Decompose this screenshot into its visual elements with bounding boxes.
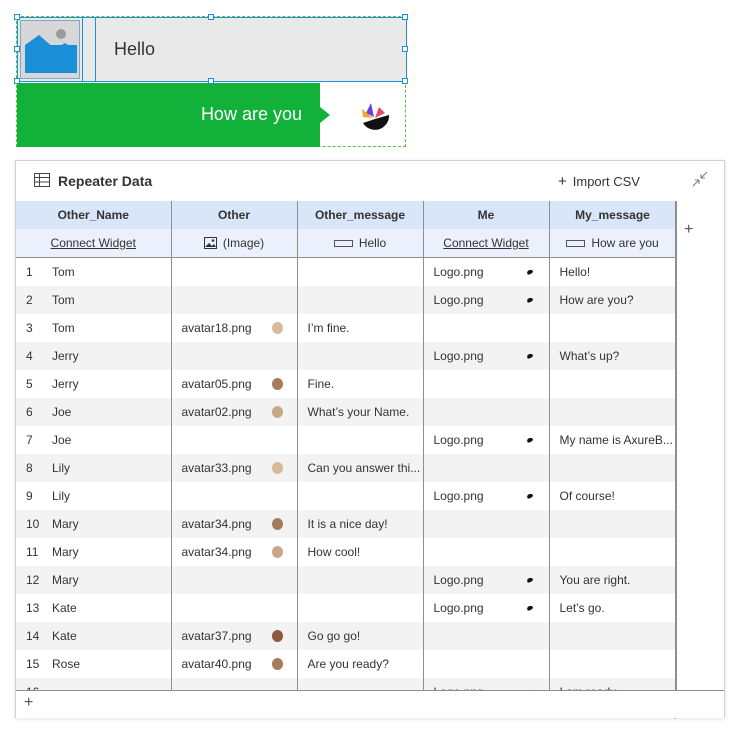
row-number: 2 (26, 293, 33, 307)
cell-me[interactable] (423, 342, 549, 370)
cell-other-message[interactable] (297, 594, 423, 622)
cell-other-message[interactable] (297, 398, 423, 426)
rectangle-icon (566, 240, 585, 247)
cell-me[interactable] (423, 426, 549, 454)
connect-widget-link[interactable]: Connect Widget (50, 236, 136, 250)
repeater-grid (16, 201, 676, 691)
cell-me[interactable] (423, 482, 549, 510)
other-name-value: Mary (52, 545, 79, 559)
row-number: 9 (26, 489, 33, 503)
my-message-value: You are right. (559, 573, 631, 587)
cell-other-message[interactable] (297, 454, 423, 482)
my-message-value: Hello! (559, 265, 591, 279)
other-image-value: avatar05.png (181, 377, 252, 391)
my-message-value: Of course! (559, 489, 615, 503)
me-image-value: Logo.png (433, 489, 484, 503)
cell-me[interactable] (423, 510, 549, 538)
cell-other[interactable] (171, 258, 297, 287)
my-message-value: My name is AxureB... (559, 433, 673, 447)
cell-me[interactable] (423, 258, 549, 287)
resize-handle[interactable] (14, 46, 20, 52)
cell-other-name[interactable] (16, 622, 171, 650)
table-row[interactable] (16, 510, 676, 538)
cell-other-message[interactable] (297, 566, 423, 594)
column-header[interactable]: Me (423, 201, 549, 229)
row-number: 15 (26, 657, 40, 671)
me-image-value: Logo.png (433, 265, 484, 279)
add-column-button[interactable]: + (684, 221, 694, 238)
table-row[interactable] (16, 286, 676, 314)
other-image-value: avatar33.png (181, 461, 252, 475)
other-message-value: I’m fine. (307, 321, 350, 335)
other-name-value: Mary (52, 573, 79, 587)
table-icon (34, 173, 50, 192)
cell-other-name[interactable] (16, 342, 171, 370)
other-message-value: Are you ready? (307, 657, 389, 671)
cell-me[interactable] (423, 566, 549, 594)
row-number: 6 (26, 405, 33, 419)
cell-my-message[interactable] (549, 258, 676, 287)
cell-other[interactable] (171, 566, 297, 594)
cell-other[interactable] (171, 622, 297, 650)
cell-other-name[interactable] (16, 258, 171, 287)
row-number: 7 (26, 433, 33, 447)
cell-my-message[interactable] (549, 482, 676, 510)
me-image-value: Logo.png (433, 573, 484, 587)
column-header[interactable]: My_message (549, 201, 676, 229)
me-image-value: Logo.png (433, 349, 484, 363)
logo-icon (357, 101, 391, 135)
column-divider (675, 201, 676, 719)
other-message-value: How cool! (307, 545, 361, 559)
cell-other-message[interactable] (297, 426, 423, 454)
other-name-value: Joe (52, 433, 72, 447)
row-number: 14 (26, 629, 40, 643)
connect-widget-link[interactable]: Connect Widget (443, 236, 529, 250)
cell-my-message[interactable] (549, 286, 676, 314)
how-are-you-text: How are you (200, 104, 302, 124)
guide-line (95, 18, 96, 82)
other-image-value: avatar37.png (181, 629, 252, 643)
other-name-value: Lily (52, 461, 71, 475)
message-bubble-me[interactable] (17, 83, 320, 147)
other-name-value: Joe (52, 405, 72, 419)
other-name-value: Mary (52, 517, 79, 531)
bubble-arrow (98, 42, 108, 58)
row-number: 11 (26, 545, 39, 559)
avatar-thumbnail (272, 630, 283, 642)
logo-thumbnail (526, 437, 533, 443)
me-image-value: Logo.png (433, 433, 484, 447)
cell-other-message[interactable] (297, 342, 423, 370)
cell-my-message[interactable] (549, 314, 676, 342)
other-name-value: Jerry (52, 349, 79, 363)
cell-my-message[interactable] (549, 650, 676, 678)
widget-binding-label: Hello (358, 236, 387, 250)
collapse-icon[interactable] (692, 171, 708, 192)
cell-other-name[interactable] (16, 454, 171, 482)
cell-other-name[interactable] (16, 510, 171, 538)
row-number: 4 (26, 349, 33, 363)
table-row[interactable] (16, 622, 676, 650)
image-icon (204, 237, 217, 249)
cell-my-message[interactable] (549, 510, 676, 538)
cell-me[interactable] (423, 538, 549, 566)
cell-my-message[interactable] (549, 566, 676, 594)
cell-other[interactable] (171, 650, 297, 678)
cell-other[interactable] (171, 314, 297, 342)
rectangle-icon (334, 240, 353, 247)
cell-me[interactable] (423, 594, 549, 622)
cell-me[interactable] (423, 286, 549, 314)
cell-other-message[interactable] (297, 370, 423, 398)
import-csv-label: Import CSV (572, 174, 640, 189)
cell-other-message[interactable] (297, 258, 423, 287)
image-placeholder-icon[interactable] (20, 20, 80, 79)
cell-other-name[interactable] (16, 650, 171, 678)
cell-other-message[interactable] (297, 510, 423, 538)
cell-my-message[interactable] (549, 622, 676, 650)
cell-my-message[interactable] (549, 538, 676, 566)
table-row[interactable] (16, 314, 676, 342)
cell-other[interactable] (171, 454, 297, 482)
cell-other-name[interactable] (16, 426, 171, 454)
table-row[interactable] (16, 426, 676, 454)
cell-other[interactable] (171, 370, 297, 398)
other-name-value: Rose (52, 657, 81, 671)
hello-text: Hello (114, 39, 156, 59)
cell-other-name[interactable] (16, 566, 171, 594)
logo-thumbnail (526, 577, 533, 583)
widget-binding-label: How are you (591, 236, 659, 250)
cell-other[interactable] (171, 342, 297, 370)
cell-me[interactable] (423, 370, 549, 398)
logo-thumbnail (526, 269, 533, 275)
cell-other-message[interactable] (297, 286, 423, 314)
avatar-thumbnail (272, 322, 283, 334)
resize-handle[interactable] (402, 46, 408, 52)
cell-other[interactable] (171, 398, 297, 426)
column-header[interactable]: Other_Name (16, 201, 171, 229)
cell-other-name[interactable] (16, 286, 171, 314)
cell-other-name[interactable] (16, 482, 171, 510)
resize-handle[interactable] (402, 14, 408, 20)
guide-line (82, 18, 83, 82)
cell-me[interactable] (423, 650, 549, 678)
cell-me[interactable] (423, 454, 549, 482)
other-message-value: What’s your Name. (307, 405, 410, 419)
other-image-value: avatar02.png (181, 405, 252, 419)
avatar-thumbnail (272, 462, 283, 474)
cell-other-message[interactable] (297, 482, 423, 510)
avatar-thumbnail (272, 658, 283, 670)
add-row-button[interactable]: + (24, 694, 34, 711)
logo-thumbnail (526, 297, 533, 303)
cell-other[interactable] (171, 538, 297, 566)
other-name-value: Kate (52, 629, 77, 643)
other-name-value: Tom (52, 321, 75, 335)
resize-handle[interactable] (208, 78, 214, 84)
cell-other-message[interactable] (297, 622, 423, 650)
table-row[interactable] (16, 370, 676, 398)
cell-my-message[interactable] (549, 594, 676, 622)
cell-me[interactable] (423, 398, 549, 426)
cell-my-message[interactable] (549, 454, 676, 482)
other-image-value: avatar40.png (181, 657, 252, 671)
other-message-value: Go go go! (307, 629, 361, 643)
cell-other[interactable] (171, 482, 297, 510)
cell-other-name[interactable] (16, 370, 171, 398)
other-name-value: Kate (52, 601, 77, 615)
my-message-value: What’s up? (559, 349, 620, 363)
cell-other-name[interactable] (16, 538, 171, 566)
column-header[interactable]: Other (171, 201, 297, 229)
resize-handle[interactable] (208, 14, 214, 20)
logo-thumbnail (526, 353, 533, 359)
row-number: 3 (26, 321, 33, 335)
row-number: 12 (26, 573, 40, 587)
cell-other[interactable] (171, 510, 297, 538)
resize-handle[interactable] (14, 78, 20, 84)
other-name-value: Tom (52, 293, 75, 307)
table-row[interactable] (16, 342, 676, 370)
cell-my-message[interactable] (549, 426, 676, 454)
row-number: 5 (26, 377, 33, 391)
row-number: 10 (26, 517, 40, 531)
table-row[interactable] (16, 538, 676, 566)
table-row[interactable] (16, 566, 676, 594)
cell-other-message[interactable] (297, 314, 423, 342)
panel-header (16, 161, 724, 201)
row-number: 8 (26, 461, 33, 475)
connect-widget-cell[interactable] (423, 229, 549, 258)
plus-icon: + (558, 173, 567, 190)
cell-other[interactable] (171, 594, 297, 622)
other-name-value: Tom (52, 265, 75, 279)
cell-other-name[interactable] (16, 314, 171, 342)
image-binding-cell[interactable] (171, 229, 297, 258)
widget-binding-cell[interactable] (297, 229, 423, 258)
my-message-value: How are you? (559, 293, 634, 307)
row-number: 13 (26, 601, 40, 615)
image-binding-label: (Image) (222, 236, 265, 250)
logo-thumbnail (526, 493, 533, 499)
other-image-value: avatar34.png (181, 517, 252, 531)
canvas-selection[interactable] (16, 16, 406, 147)
other-message-value: Can you answer thi... (307, 461, 421, 475)
cell-other-name[interactable] (16, 398, 171, 426)
table-row[interactable] (16, 454, 676, 482)
cell-other[interactable] (171, 426, 297, 454)
cell-me[interactable] (423, 314, 549, 342)
table-row[interactable] (16, 594, 676, 622)
other-message-value: It is a nice day! (307, 517, 388, 531)
import-csv-button[interactable] (558, 173, 640, 190)
logo-thumbnail (526, 605, 533, 611)
bubble-arrow (320, 107, 330, 123)
other-name-value: Jerry (52, 377, 79, 391)
other-name-value: Lily (52, 489, 71, 503)
other-image-value: avatar18.png (181, 321, 252, 335)
my-message-value: Let’s go. (559, 601, 605, 615)
widget-binding-cell[interactable] (549, 229, 676, 258)
panel-title: Repeater Data (58, 173, 153, 189)
repeater-data-panel (15, 160, 725, 718)
column-header[interactable]: Other_message (297, 201, 423, 229)
table-row[interactable] (16, 482, 676, 510)
me-image-value: Logo.png (433, 293, 484, 307)
message-bubble-other[interactable] (17, 17, 407, 82)
panel-footer (16, 690, 724, 718)
resize-handle[interactable] (402, 78, 408, 84)
table-row[interactable] (16, 258, 676, 287)
resize-handle[interactable] (14, 14, 20, 20)
cell-other-message[interactable] (297, 650, 423, 678)
me-image-value: Logo.png (433, 601, 484, 615)
table-row[interactable] (16, 398, 676, 426)
cell-other-message[interactable] (297, 538, 423, 566)
avatar-thumbnail (272, 518, 283, 530)
avatar-thumbnail (272, 406, 283, 418)
cell-my-message[interactable] (549, 342, 676, 370)
avatar-thumbnail (272, 546, 283, 558)
other-message-value: Fine. (307, 377, 335, 391)
table-row[interactable] (16, 650, 676, 678)
other-image-value: avatar34.png (181, 545, 252, 559)
cell-my-message[interactable] (549, 398, 676, 426)
avatar-thumbnail (272, 378, 283, 390)
cell-my-message[interactable] (549, 370, 676, 398)
cell-other-name[interactable] (16, 594, 171, 622)
cell-other[interactable] (171, 286, 297, 314)
row-number: 1 (26, 265, 33, 279)
cell-me[interactable] (423, 622, 549, 650)
connect-widget-cell[interactable] (16, 229, 171, 258)
